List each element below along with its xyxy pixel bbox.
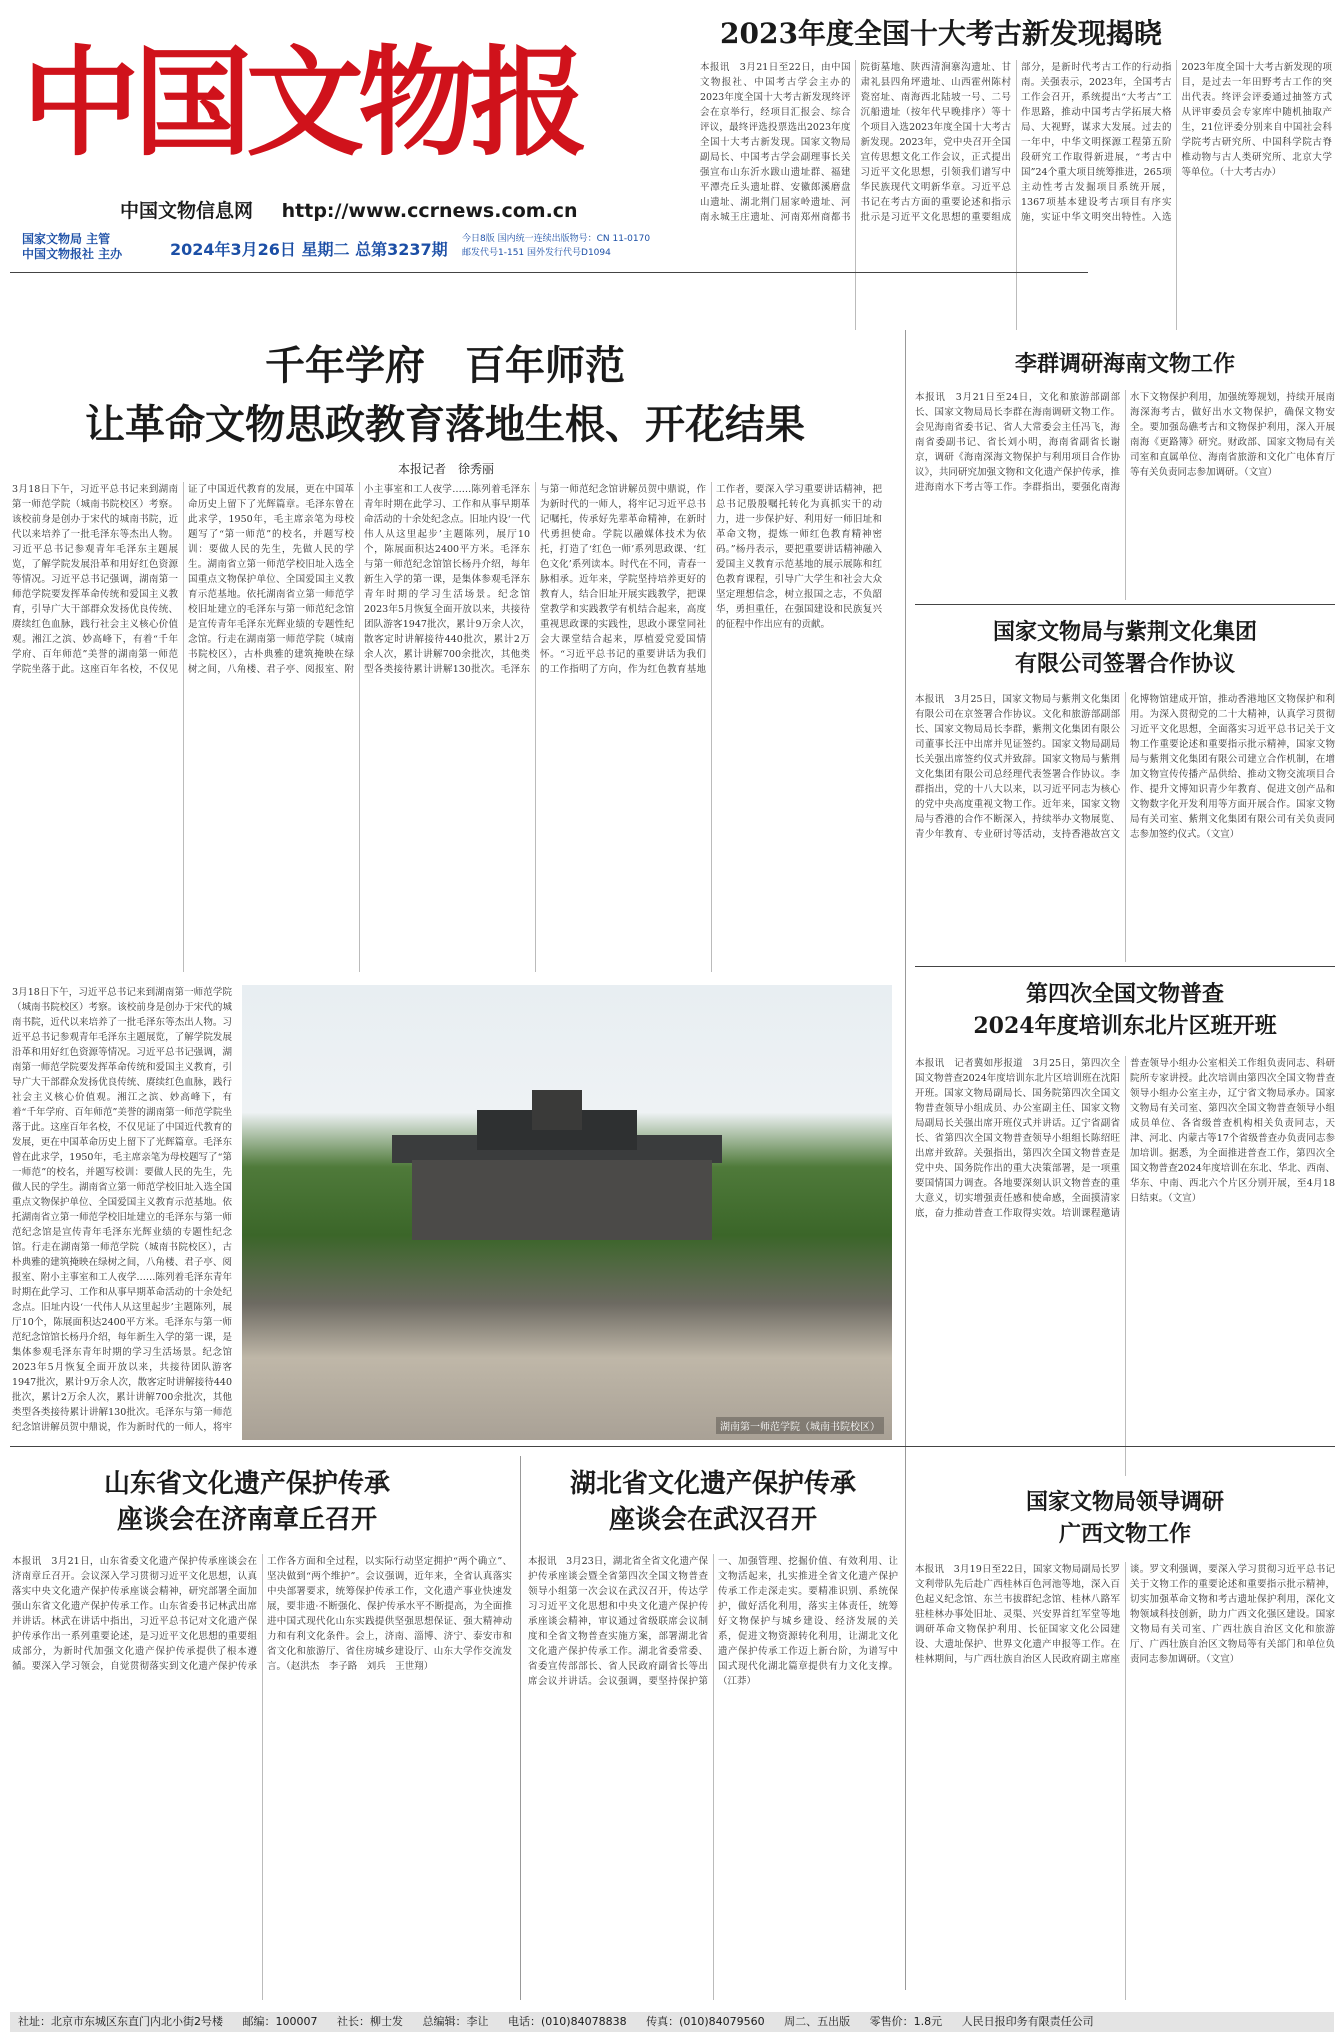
article-census-title-1: 第四次全国文物普查 bbox=[1025, 981, 1224, 1007]
article-hubei-title-2: 座谈会在武汉召开 bbox=[608, 1505, 817, 1535]
article-main-body-left: 3月18日下午，习近平总书记来到湖南第一师范学院（城南书院校区）考察。该校前身是创办于宋代的城南书院，近代以来培养了一批毛泽东等杰出人物。习近平总书记参观青年毛泽东主题展览，了解学院发展沿革和用好红色资源等情况。习近平总书记强调，湖南第一师范学院要发挥革命传统和爱国主义教育，引导广大干部群众发扬优良传统、赓续红色血脉，践行社会主义核心价值观。湘江之滨、妙高峰下，有着“千年学府、百年师范”美誉的湖南第一师范学院坐落于此。这座百年名校，不仅见证了中国近代教育的发展，更在中国革命历史上留下了光辉篇章。毛泽东曾在此求学，1950年，毛主席亲笔为母校题写了“第一师范”的校名，并题写校训：要做人民的先生，先做人民的学生。湖南省立第一师范学校旧址入选全国重点文物保护单位、全国爱国主义教育示范基地。依托湖南省立第一师范学校旧址建立的毛泽东与第一师范纪念馆是宣传青年毛泽东光辉业绩的专题性纪念馆。行走在湖南第一师范学院（城南书院校区），古朴典雅的建筑掩映在绿树之间，八角楼、君子亭、阅报室、附小主事室和工人夜学……陈列着毛泽东青年时期在此学习、工作和从事早期革命活动的十余处纪念点。旧址内设‘一代伟人从这里起步’主题陈列，展厅10个，陈展面积达2400平方米。毛泽东与第一师范纪念馆馆长杨丹介绍，每年新生入学的第一课，是集体参观毛泽东青年时期的学习生活场景。纪念馆2023年5月恢复全面开放以来，共接待团队游客1947批次，累计9万余人次，散客定时讲解接待440批次，累计2万余人次，累计讲解700余批次，其他类型各类接待累计讲解130批次。毛泽东与第一师范纪念馆讲解员贺中鼎说，作为新时代的一师人，将牢 bbox=[12, 987, 232, 1433]
footer-fax: 传真：(010)84079560 bbox=[646, 2015, 765, 2028]
site-name: 中国文物信息网 bbox=[120, 200, 254, 222]
photo-caption: 湖南第一师范学院（城南书院校区） bbox=[716, 1417, 884, 1434]
article-main-body: 3月18日下午，习近平总书记来到湖南第一师范学院（城南书院校区）考察。该校前身是创办于宋代的城南书院，近代以来培养了一批毛泽东等杰出人物。习近平总书记参观青年毛泽东主题展览，了解学院发展沿革和用好红色资源等情况。习近平总书记强调，湖南第一师范学院要发挥革命传统和爱国主义教育，引导广大干部群众发扬优良传统、赓续红色血脉，践行社会主义核心价值观。湘江之滨、妙高峰下，有着“千年学府、百年师范”美誉的湖南第一师范学院坐落于此。这座百年名校，不仅见证了中国近代教育的发展，更在中国革命历史上留下了光辉篇章。毛泽东曾在此求学，1950年，毛主席亲笔为母校题写了“第一师范”的校名，并题写校训：要做人民的先生，先做人民的学生。湖南省立第一师范学校旧址入选全国重点文物保护单位、全国爱国主义教育示范基地。依托湖南省立第一师范学校旧址建立的毛泽东与第一师范纪念馆是宣传青年毛泽东光辉业绩的专题性纪念馆。行走在湖南第一师范学院（城南书院校区），古朴典雅的建筑掩映在绿树之间，八角楼、君子亭、阅报室、附小主事室和工人夜学……陈列着毛泽东青年时期在此学习、工作和从事早期革命活动的十余处纪念点。旧址内设‘一代伟人从这里起步’主题陈列，展厅10个，陈展面积达2400平方米。毛泽东与第一师范纪念馆馆长杨丹介绍，每年新生入学的第一课，是集体参观毛泽东青年时期的学习生活场景。纪念馆2023年5月恢复全面开放以来，共接待团队游客1947批次，累计9万余人次，散客定时讲解接待440批次，累计2万余人次，累计讲解700余批次，其他类型各类接待累计讲解130批次。毛泽东与第一师范纪念馆讲解员贺中鼎说，作为新时代的一师人，将牢记习近平总书记嘱托，传承好先辈革命精神，在新时代勇担使命。学院以融媒体技术为依托，打造了‘红色一师’系列思政课、‘红色文化’系列读本。时代在不同，青春一脉相承。近年来，学院坚持培养更好的教育人，结合旧址开展实践教学，把课堂教学和实践教学有机结合起来，高度重视思政课的实践性，思政小课堂同社会大课堂结合起来，厚植爱党爱国情怀。“习近平总书记的重要讲话为我们的工作指明了方向，作为红色教育基地工作者，要深入学习重要讲话精神，把总书记殷殷嘱托转化为真抓实干的动力，进一步保护好、利用好一师旧址和革命文物，提炼一师红色教育精神密码。”杨丹表示，要把重要讲话精神融入爱国主义教育示范基地的展示展陈和红色教育课程，引导广大学生和社会大众坚定理想信念，树立报国之志，不负韶华，勇担重任，在强国建设和民族复兴的征程中作出应有的贡献。 bbox=[12, 484, 882, 675]
site-url[interactable]: http://www.ccrnews.com.cn bbox=[281, 200, 578, 222]
article-archaeology-title: 2023年度全国十大考古新发现揭晓 bbox=[720, 17, 1162, 50]
issue-bar bbox=[22, 232, 702, 264]
article-hubei-title-1: 湖北省文化遗产保护传承 bbox=[569, 1469, 856, 1499]
footer-schedule: 周二、五出版 bbox=[784, 2015, 851, 2028]
article-zijing-body: 本报讯 3月25日，国家文物局与紫荆文化集团有限公司在京签署合作协议。文化和旅游部副部长、国家文物局局长李群，紫荆文化集团有限公司董事长汪中出席并见证签约。国家文物局副局长关强出席签约仪式并致辞。国家文物局与紫荆文化集团有限公司总经理代表签署合作协议。李群指出，党的十八大以来，以习近平同志为核心的党中央高度重视文物工作。近年来，国家文物局与香港的合作不断深入，持续举办文物展览、青少年教育、专业研讨等活动，支持香港故宫文化博物馆建成开馆，推动香港地区文物保护和利用。为深入贯彻党的二十大精神，认真学习贯彻习近平文化思想，全面落实习近平总书记关于文物工作重要论述和重要指示批示精神，国家文物局与紫荆文化集团有限公司建立合作机制，在增加文物宣传传播产品供给、推动文物交流项目合作、提升文博知识青少年教育、促进文创产品和文物数字化开发利用等方面开展合作。国家文物局有关司室、紫荆文化集团有限公司有关负责同志参加签约仪式。（文宣） bbox=[915, 694, 1335, 840]
divider-1 bbox=[915, 604, 1335, 605]
article-main-byline: 本报记者 徐秀丽 bbox=[398, 462, 495, 476]
masthead-title: 中国文物报 bbox=[22, 33, 583, 172]
footer-address: 社址：北京市东城区东直门内北小街2号楼 bbox=[18, 2015, 223, 2028]
article-shandong-title-1: 山东省文化遗产保护传承 bbox=[103, 1469, 390, 1499]
print-info: 今日8版 国内统一连续出版物号：CN 11-0170 邮发代号1-151 国外发行代号D1094 bbox=[462, 234, 651, 258]
article-hubei-body: 本报讯 3月23日，湖北省全省文化遗产保护传承座谈会暨全省第四次全国文物普查领导小组第一次会议在武汉召开，传达学习习近平文化思想和中央文化遗产保护传承座谈会精神，审议通过省级联席会议制度和全省文物普查实施方案，部署湖北省文化遗产保护传承工作。湖北省委常委、省委宣传部部长、省人民政府副省长等出席会议并讲话。会议强调，要坚持保护第一、加强管理、挖掘价值、有效利用、让文物活起来，扎实推进全省文化遗产保护传承工作走深走实。要精准识别、系统保护，做好活化利用，落实主体责任，统筹好文物保护与城乡建设、经济发展的关系，促进文物资源转化利用，让湖北文化遗产保护传承工作迈上新台阶，为谱写中国式现代化湖北篇章提供有力文化支撑。（江莽） bbox=[528, 1556, 898, 1687]
bottom-divider-1 bbox=[520, 1456, 521, 2000]
campus-photo bbox=[242, 985, 892, 1440]
article-li-qun-title: 李群调研海南文物工作 bbox=[1014, 351, 1235, 377]
article-shandong-title-2: 座谈会在济南章丘召开 bbox=[116, 1505, 377, 1535]
article-zijing-title-2: 有限公司签署合作协议 bbox=[1014, 651, 1235, 677]
footer-phone: 电话：(010)84078838 bbox=[508, 2015, 627, 2028]
issue-date: 2024年3月26日 星期二 总第3237期 bbox=[170, 240, 448, 259]
divider-3 bbox=[10, 1446, 1335, 1447]
article-zijing-title-1: 国家文物局与紫荆文化集团 bbox=[992, 619, 1257, 645]
article-main-title-2: 让革命文物思政教育落地生根、开花结果 bbox=[85, 401, 805, 448]
footer-editor: 总编辑：李让 bbox=[422, 2015, 489, 2028]
publishers: 国家文物局 主管 中国文物报社 主办 bbox=[22, 232, 123, 261]
article-census-body: 本报讯 记者冀如彤报道 3月25日，第四次全国文物普查2024年度培训东北片区培训班在沈阳开班。国家文物局副局长、国务院第四次全国文物普查领导小组成员、办公室副主任、国家文物局副局长关强出席开班仪式并讲话。辽宁省副省长、省第四次全国文物普查领导小组组长陈绍旺出席并致辞。关强指出，第四次全国文物普查是党中央、国务院作出的重大决策部署，是一项重要国情国力调查。各地要深刻认识文物普查的重大意义，切实增强责任感和使命感，全面摸清家底，奋力推动普查工作取得实效。培训课程邀请普查领导小组办公室相关工作组负责同志、科研院所专家讲授。此次培训由第四次全国文物普查领导小组办公室主办，辽宁省文物局承办。国家文物局有关司室、第四次全国文物普查领导小组成员单位、各省级普查机构相关负责同志，天津、河北、内蒙古等17个省级普查办负责同志参加培训。据悉，为全面推进普查工作，第四次全国文物普查2024年度培训在东北、华北、西南、华东、中南、西北六个片区分别开展，至4月18日结束。（文宣） bbox=[915, 1058, 1335, 1219]
footer-president: 社长：柳士发 bbox=[337, 2015, 403, 2028]
article-guangxi-title-1: 国家文物局领导调研 bbox=[1025, 1489, 1224, 1515]
article-archaeology-body: 本报讯 3月21日至22日，由中国文物报社、中国考古学会主办的2023年度全国十大考古新发现终评会在京举行，经项目汇报会、综合评议，最终评选投票选出2023年度全国十大考古新发现。国家文物局副局长、中国考古学会副理事长关强宣布山东沂水跋山遗址群、福建平潭壳丘头遗址群、安徽郎溪磨盘山遗址、湖北荆门屈家岭遗址、河南永城王庄遗址、河南郑州商都书院街墓地、陕西清涧寨沟遗址、甘肃礼县四角坪遗址、山西霍州陈村瓷窑址、南海西北陆坡一号、二号沉船遗址（按年代早晚排序）等十个项目入选2023年度全国十大考古新发现。2023年，党中央召开全国宣传思想文化工作会议，正式提出习近平文化思想，引领我们谱写中华民族现代文明新华章。习近平总书记在考古方面的重要论述和指示批示是习近平文化思想的重要组成部分，是新时代考古工作的行动指南。关强表示，2023年，全国考古工作会召开，系统提出“大考古”工作思路，推动中国考古学拓展大格局、大视野，谋求大发展。过去的一年中，中华文明探源工程第五阶段研究工作取得新进展，“考古中国”24个重大项目统筹推进，265项主动性考古发掘项目系统开展，1367项基本建设考古项目有序实施，实证中华文明突出特性。入选2023年度全国十大考古新发现的项目，是过去一年田野考古工作的突出代表。终评会评委通过抽签方式从评审委员会专家库中随机抽取产生，21位评委分别来自中国社会科学院考古研究所、中国科学院古脊椎动物与古人类研究所、北京大学等单位。（十大考古办） bbox=[700, 62, 1332, 223]
site-info bbox=[120, 196, 600, 223]
right-column-divider bbox=[905, 330, 906, 1990]
article-guangxi-body: 本报讯 3月19日至22日，国家文物局副局长罗文利带队先后赴广西桂林百色河池等地，深入百色起义纪念馆、东兰韦拔群纪念馆、桂林八路军驻桂林办事处旧址、灵渠、兴安界首红军堂等地调研革命文物保护利用、长征国家文化公园建设、大遗址保护、世界文化遗产申报等工作。在桂林期间，与广西壮族自治区人民政府副主席座谈。罗文利强调，要深入学习贯彻习近平总书记关于文物工作的重要论述和重要指示批示精神，切实加强革命文物和考古遗址保护利用，深化文物领域科技创新，助力广西文化强区建设。国家文物局有关司室、广西壮族自治区文化和旅游厅、广西壮族自治区文物局等有关部门和单位负责同志参加调研。（文宣） bbox=[915, 1564, 1335, 1665]
footer-printer: 人民日报印务有限责任公司 bbox=[961, 2015, 1094, 2028]
footer-postcode: 邮编：100007 bbox=[242, 2015, 318, 2028]
article-main-title-1: 千年学府 百年师范 bbox=[265, 342, 625, 389]
article-census-title-2: 2024年度培训东北片区班开班 bbox=[973, 1013, 1277, 1039]
masthead-divider bbox=[10, 272, 1088, 273]
article-guangxi-title-2: 广西文物工作 bbox=[1058, 1521, 1191, 1547]
divider-2 bbox=[915, 966, 1335, 967]
article-shandong-body: 本报讯 3月21日，山东省委文化遗产保护传承座谈会在济南章丘召开。会议深入学习贯彻习近平文化思想，认真落实中央文化遗产保护传承座谈会精神，研究部署全面加强山东省文化遗产保护传承工作。山东省委书记林武出席并讲话。林武在讲话中指出，习近平总书记对文化遗产保护传承作出一系列重要论述，是习近平文化思想的重要组成部分，为新时代加强文化遗产保护传承提供了根本遵循。要深入学习领会，自觉贯彻落实到文化遗产保护传承工作各方面和全过程，以实际行动坚定拥护“两个确立”、坚决做到“两个维护”。会议强调，近年来，全省认真落实中央部署要求，统筹保护传承工作，文化遗产事业快速发展，要非遗·不断强化、保护传承水平不断提高，为全面推进中国式现代化山东实践提供坚强思想保证、强大精神动力和有利文化条件。会上，济南、淄博、济宁、泰安市和省文化和旅游厅、省住房城乡建设厅、山东大学作交流发言。（赵洪杰 李子路 刘兵 王世翔） bbox=[12, 1556, 512, 1672]
footer-bar bbox=[10, 2012, 1334, 2032]
article-li-qun-body: 本报讯 3月21日至24日，文化和旅游部副部长、国家文物局局长李群在海南调研文物工作。会见海南省委书记、省人大常委会主任冯飞，海南省委副书记、省长刘小明，海南省副省长谢京，调研《海南深海文物保护与利用项目合作协议》，共同研究加强文物和文化遗产保护传承，推进海南水下考古等工作。李群指出，要强化南海水下文物保护利用，加强统筹规划，持续开展南海深海考古，做好出水文物保护，确保文物安全。要加强岛礁考古和文物保护利用，深入开展南海《更路簿》研究。财政部、国家文物局有关司室和直属单位、海南省旅游和文化广电体育厅等有关负责同志参加调研。（文宣） bbox=[915, 392, 1335, 493]
footer-price: 零售价：1.8元 bbox=[869, 2015, 943, 2028]
